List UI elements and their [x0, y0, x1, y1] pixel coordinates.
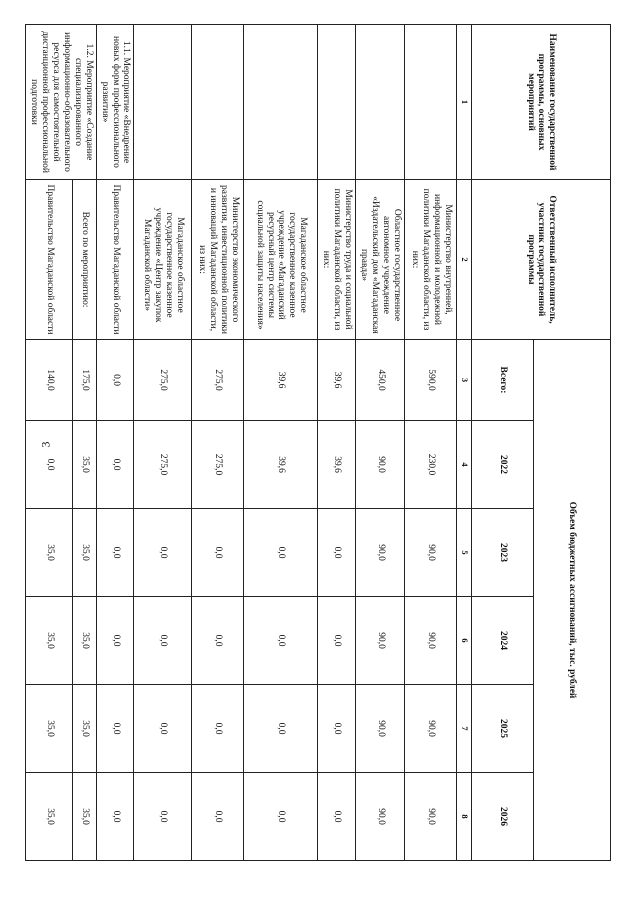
value-cell: 90,0 — [356, 773, 405, 861]
column-index: 7 — [457, 685, 472, 773]
value-cell: 35,0 — [26, 509, 73, 597]
value-cell: 0,0 — [96, 685, 134, 773]
value-cell: 0,0 — [96, 509, 134, 597]
value-cell: 39,6 — [318, 421, 356, 509]
value-cell: 0,0 — [192, 597, 244, 685]
value-cell: 0,0 — [244, 685, 318, 773]
header-year: 2022 — [472, 421, 534, 509]
value-cell: 0,0 — [134, 773, 192, 861]
column-index: 2 — [457, 180, 472, 340]
rotated-table-container — [29, 24, 611, 860]
executor-cell: Правительство Магаданской области — [96, 180, 134, 340]
value-cell: 35,0 — [26, 773, 73, 861]
value-cell: 175,0 — [73, 340, 97, 421]
value-cell: 275,0 — [134, 340, 192, 421]
table-row — [244, 25, 318, 861]
value-cell: 90,0 — [405, 685, 457, 773]
value-cell: 0,0 — [134, 685, 192, 773]
header-program-name: Наименование государственной программы, основных мероприятий — [472, 25, 611, 180]
value-cell: 0,0 — [96, 597, 134, 685]
value-cell: 35,0 — [26, 597, 73, 685]
table-row — [356, 25, 405, 861]
activity-name-cell — [318, 25, 356, 180]
value-cell: 90,0 — [356, 597, 405, 685]
column-index: 5 — [457, 509, 472, 597]
header-funding: Объем бюджетных ассигнований, тыс. рублей — [534, 340, 611, 861]
value-cell: 0,0 — [192, 685, 244, 773]
column-index: 8 — [457, 773, 472, 861]
value-cell: 140,0 — [26, 340, 73, 421]
executor-cell: Областное государственное автономное учреждение «Издательский дом «Магаданская правда» — [356, 180, 405, 340]
value-cell: 0,0 — [192, 773, 244, 861]
value-cell: 0,0 — [244, 773, 318, 861]
executor-cell: Магаданское областное государственное казенное учреждение «Магаданский ресурсный центр системы социальной защиты населения» — [244, 180, 318, 340]
header-year: 2023 — [472, 509, 534, 597]
value-cell: 0,0 — [318, 685, 356, 773]
activity-name-cell: 1.1. Мероприятие «Внедрение новых форм профессионального развития» — [96, 25, 134, 180]
executor-cell: Всего по мероприятию: — [73, 180, 97, 340]
value-cell: 0,0 — [192, 509, 244, 597]
value-cell: 90,0 — [356, 421, 405, 509]
executor-cell: Министерство внутренней, информационной и молодежной политики Магаданской области, из них: — [405, 180, 457, 340]
value-cell: 590,0 — [405, 340, 457, 421]
executor-cell: Министерство экономического развития, инвестиционной политики и инноваций Магаданской области, из них: — [192, 180, 244, 340]
value-cell: 35,0 — [73, 509, 97, 597]
header-executor: Ответственный исполнитель, участник государственной программы — [472, 180, 611, 340]
value-cell: 39,6 — [244, 421, 318, 509]
value-cell: 0,0 — [96, 421, 134, 509]
executor-cell: Министерство труда и социальной политики Магаданской области, из них: — [318, 180, 356, 340]
activity-name-cell — [134, 25, 192, 180]
value-cell: 0,0 — [96, 340, 134, 421]
table-row — [134, 25, 192, 861]
value-cell: 450,0 — [356, 340, 405, 421]
activity-name-cell — [192, 25, 244, 180]
value-cell: 0,0 — [26, 421, 73, 509]
value-cell: 0,0 — [244, 509, 318, 597]
value-cell: 90,0 — [405, 597, 457, 685]
value-cell: 39,6 — [318, 340, 356, 421]
value-cell: 35,0 — [73, 597, 97, 685]
value-cell: 0,0 — [96, 773, 134, 861]
executor-cell: Правительство Магаданской области — [26, 180, 73, 340]
value-cell: 275,0 — [192, 340, 244, 421]
value-cell: 0,0 — [318, 509, 356, 597]
activity-name-cell: 1.2. Мероприятие «Создание специализированного информационно-образовательного ресурса для самостоятельной дистанционной профессиональной подготовки — [26, 25, 97, 180]
value-cell: 35,0 — [73, 773, 97, 861]
table-row — [192, 25, 244, 861]
column-index: 4 — [457, 421, 472, 509]
value-cell: 90,0 — [405, 509, 457, 597]
value-cell: 35,0 — [73, 421, 97, 509]
header-year: 2026 — [472, 773, 534, 861]
value-cell: 0,0 — [244, 597, 318, 685]
value-cell: 275,0 — [134, 421, 192, 509]
value-cell: 0,0 — [134, 509, 192, 597]
activity-name-cell — [356, 25, 405, 180]
value-cell: 90,0 — [356, 685, 405, 773]
column-index: 1 — [457, 25, 472, 180]
column-index: 6 — [457, 597, 472, 685]
value-cell: 90,0 — [356, 509, 405, 597]
value-cell: 0,0 — [134, 597, 192, 685]
value-cell: 39,6 — [244, 340, 318, 421]
header-total: Всего: — [472, 340, 534, 421]
value-cell: 0,0 — [318, 773, 356, 861]
header-year: 2025 — [472, 685, 534, 773]
budget-table — [25, 24, 611, 861]
table-row — [96, 25, 134, 861]
executor-cell: Магаданское областное государственное казенное учреждение «Центр закупок Магаданской области» — [134, 180, 192, 340]
value-cell: 275,0 — [192, 421, 244, 509]
table-row — [73, 25, 97, 861]
page-number: 3 — [38, 441, 53, 448]
column-index: 3 — [457, 340, 472, 421]
table-row — [318, 25, 356, 861]
activity-name-cell — [244, 25, 318, 180]
value-cell: 230,0 — [405, 421, 457, 509]
value-cell: 90,0 — [405, 773, 457, 861]
value-cell: 35,0 — [26, 685, 73, 773]
activity-name-cell — [405, 25, 457, 180]
header-year: 2024 — [472, 597, 534, 685]
value-cell: 35,0 — [73, 685, 97, 773]
table-row — [405, 25, 457, 861]
value-cell: 0,0 — [318, 597, 356, 685]
